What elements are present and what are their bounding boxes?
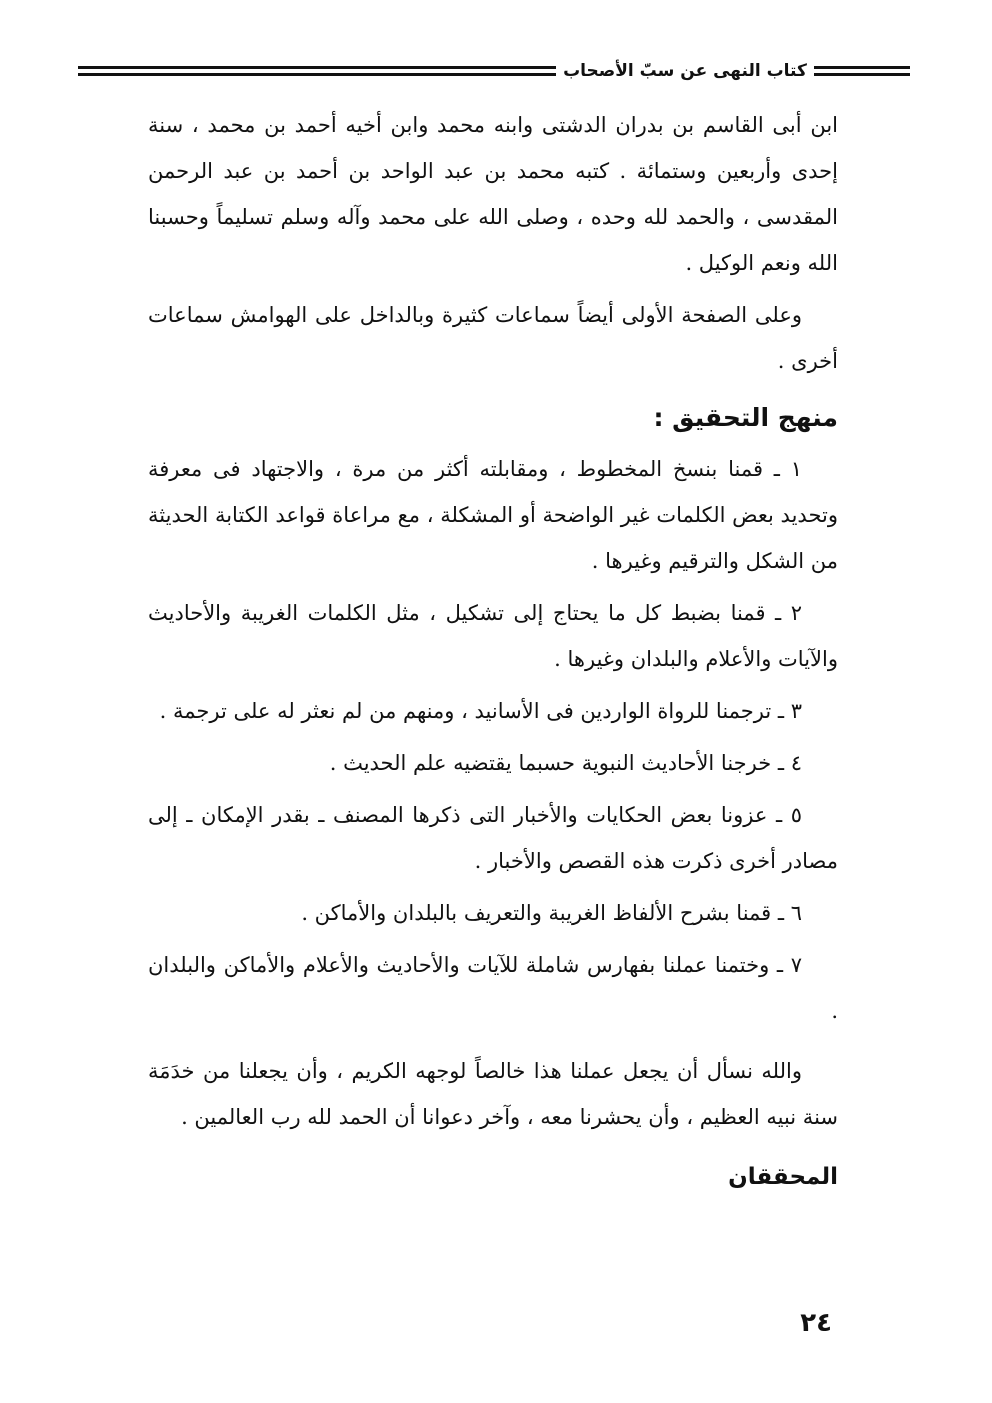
intro-paragraph: ابن أبى القاسم بن بدران الدشتى وابنه محمد وابن أخيه أحمد بن محمد ، سنة إحدى وأربعين وستمائة . كتبه محمد بن عبد الواحد بن أحمد بن عبد الرحمن المقدسى ، والحمد لله وحده ، وصلى الله على محمد وآله وسلم تسليماً وحسبنا الله ونعم الوكيل . [148, 113, 838, 275]
method-item: ٤ ـ خرجنا الأحاديث النبوية حسبما يقتضيه علم الحديث . [329, 751, 802, 775]
running-header [78, 58, 910, 88]
method-item: ٦ ـ قمنا بشرح الألفاظ الغريبة والتعريف بالبلدان والأماكن . [301, 901, 802, 925]
method-item: ٣ ـ ترجمنا للرواة الواردين فى الأسانيد ، ومنهم من لم نعثر له على ترجمة . [159, 699, 802, 723]
method-item: ٧ ـ وختمنا عملنا بفهارس شاملة للآيات والأحاديث والأعلام والأماكن والبلدان . [148, 953, 838, 1023]
section-heading: منهج التحقيق : [653, 403, 838, 432]
book-title: كتاب النهى عن سبّ الأصحاب [563, 61, 807, 81]
signature: المحققان [728, 1164, 838, 1190]
method-item: ٢ ـ قمنا بضبط كل ما يحتاج إلى تشكيل ، مثل الكلمات الغريبة والأحاديث والآيات والأعلام والبلدان وغيرها . [148, 601, 838, 671]
header-rule-right [814, 66, 910, 76]
intro-paragraph: وعلى الصفحة الأولى أيضاً سماعات كثيرة وبالداخل على الهوامش سماعات أخرى . [148, 303, 838, 373]
method-item: ٥ ـ عزونا بعض الحكايات والأخبار التى ذكرها المصنف ـ بقدر الإمكان ـ إلى مصادر أخرى ذكرت هذه القصص والأخبار . [148, 803, 838, 873]
closing-paragraph: والله نسأل أن يجعل عملنا هذا خالصاً لوجهه الكريم ، وأن يجعلنا من خدَمَة سنة نبيه العظيم ، وأن يحشرنا معه ، وآخر دعوانا أن الحمد لله رب العالمين . [148, 1059, 838, 1129]
page-number: ٢٤ [800, 1308, 832, 1338]
page-body [148, 102, 838, 1200]
header-rule-left [78, 66, 556, 76]
method-item: ١ ـ قمنا بنسخ المخطوط ، ومقابلته أكثر من مرة ، والاجتهاد فى معرفة وتحديد بعض الكلمات غير الواضحة أو المشكلة ، مع مراعاة قواعد الكتابة الحديثة من الشكل والترقيم وغيرها . [148, 457, 838, 573]
